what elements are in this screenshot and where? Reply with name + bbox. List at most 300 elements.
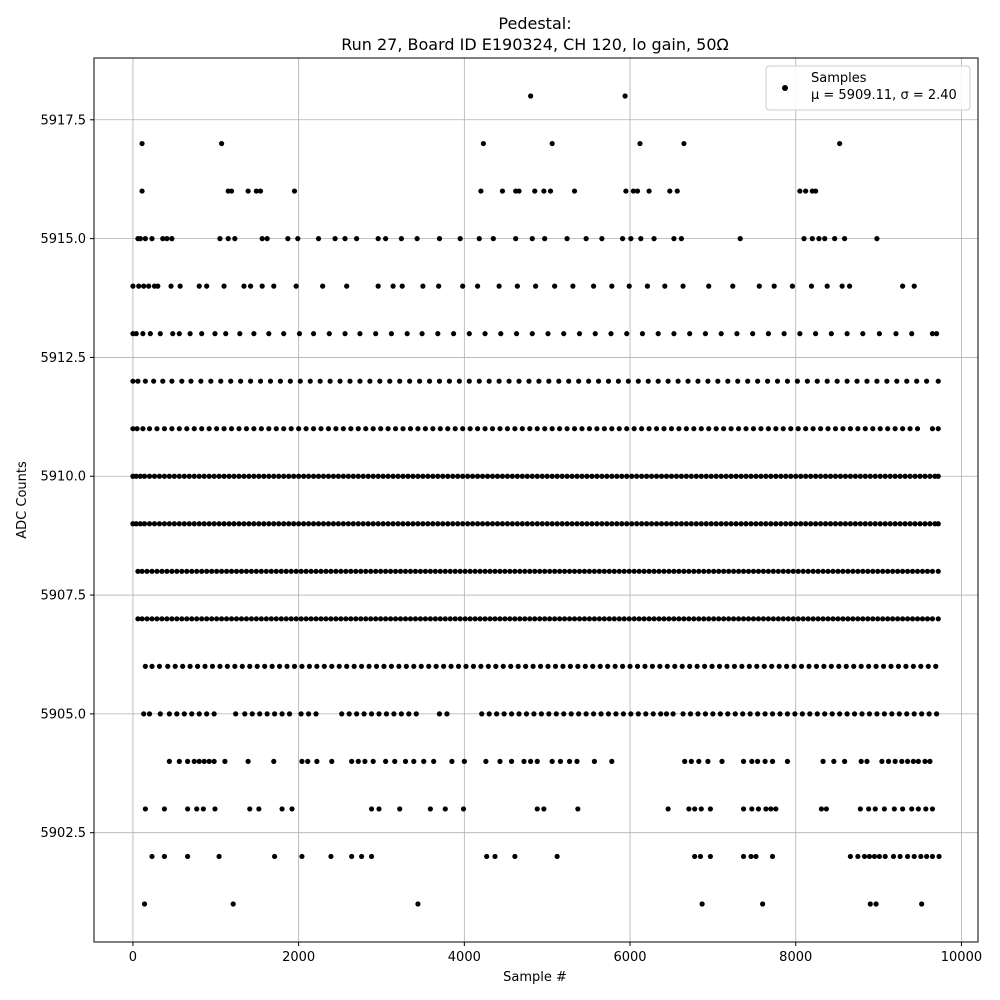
data-point [453, 616, 458, 621]
data-point [714, 521, 719, 526]
data-point [724, 521, 729, 526]
data-point [212, 331, 217, 336]
data-point [811, 569, 816, 574]
data-point [664, 474, 669, 479]
data-point [268, 379, 273, 384]
data-point [574, 474, 579, 479]
data-point [700, 901, 705, 906]
data-point [274, 616, 279, 621]
data-point [147, 426, 152, 431]
data-point [622, 616, 627, 621]
data-point [458, 616, 463, 621]
data-point [236, 426, 241, 431]
data-point [626, 379, 631, 384]
data-point [584, 236, 589, 241]
data-point [882, 711, 887, 716]
data-point [299, 569, 304, 574]
data-point [231, 901, 236, 906]
data-point [292, 664, 297, 669]
data-point [624, 521, 629, 526]
data-point [303, 569, 308, 574]
data-point [791, 569, 796, 574]
data-point [813, 521, 818, 526]
data-point [574, 759, 579, 764]
data-point [726, 569, 731, 574]
data-point [169, 569, 174, 574]
data-point [212, 711, 217, 716]
data-point [271, 474, 276, 479]
data-point [743, 521, 748, 526]
data-point [349, 759, 354, 764]
data-point [378, 616, 383, 621]
data-point [564, 236, 569, 241]
data-point [207, 426, 212, 431]
data-point [748, 521, 753, 526]
data-point [835, 569, 840, 574]
data-point [577, 616, 582, 621]
data-point [801, 569, 806, 574]
data-point [661, 426, 666, 431]
data-point [666, 616, 671, 621]
data-point [743, 426, 748, 431]
data-point [638, 236, 643, 241]
data-point [218, 379, 223, 384]
data-point [636, 711, 641, 716]
data-point [162, 854, 167, 859]
data-point [411, 664, 416, 669]
data-point [918, 664, 923, 669]
data-point [878, 474, 883, 479]
data-point [883, 854, 888, 859]
data-point [530, 331, 535, 336]
data-point [768, 806, 773, 811]
data-point [433, 616, 438, 621]
data-point [301, 521, 306, 526]
data-point [681, 616, 686, 621]
data-point [505, 521, 510, 526]
data-point [415, 426, 420, 431]
data-point [397, 806, 402, 811]
data-point [467, 379, 472, 384]
data-point [510, 521, 515, 526]
data-point [740, 711, 745, 716]
data-point [709, 521, 714, 526]
data-point [731, 616, 736, 621]
data-point [313, 616, 318, 621]
data-point [541, 188, 546, 193]
data-point [266, 426, 271, 431]
data-point [508, 664, 513, 669]
data-point [733, 474, 738, 479]
data-point [241, 521, 246, 526]
data-point [438, 569, 443, 574]
data-point [576, 379, 581, 384]
data-point [751, 616, 756, 621]
data-point [475, 284, 480, 289]
data-point [751, 426, 756, 431]
data-point [878, 426, 883, 431]
data-point [755, 759, 760, 764]
data-point [718, 711, 723, 716]
data-point [862, 854, 867, 859]
data-point [629, 474, 634, 479]
data-point [821, 664, 826, 669]
data-point [811, 616, 816, 621]
data-point [485, 521, 490, 526]
data-point [224, 569, 229, 574]
data-point [292, 188, 297, 193]
data-point [754, 664, 759, 669]
data-point [269, 616, 274, 621]
data-point [500, 188, 505, 193]
data-point [729, 474, 734, 479]
data-point [582, 569, 587, 574]
data-point [825, 616, 830, 621]
data-point [425, 521, 430, 526]
data-point [703, 331, 708, 336]
data-point [599, 474, 604, 479]
data-point [427, 379, 432, 384]
data-point [867, 711, 872, 716]
data-point [933, 664, 938, 669]
data-point [730, 284, 735, 289]
data-point [336, 521, 341, 526]
data-point [793, 474, 798, 479]
data-point [159, 616, 164, 621]
data-point [762, 711, 767, 716]
data-point [930, 806, 935, 811]
data-point [398, 616, 403, 621]
data-point [884, 379, 889, 384]
data-point [240, 664, 245, 669]
data-point [512, 616, 517, 621]
data-point [885, 616, 890, 621]
data-point [820, 759, 825, 764]
data-point [204, 569, 209, 574]
data-point [307, 664, 312, 669]
data-point [274, 569, 279, 574]
data-point [587, 426, 592, 431]
data-point [492, 854, 497, 859]
data-point [658, 711, 663, 716]
x-tick-label: 8000 [779, 950, 813, 965]
data-point [501, 664, 506, 669]
data-point [498, 331, 503, 336]
data-point [449, 759, 454, 764]
data-point [244, 569, 249, 574]
data-point [162, 474, 167, 479]
data-point [505, 426, 510, 431]
data-point [786, 616, 791, 621]
data-point [753, 521, 758, 526]
data-point [776, 569, 781, 574]
data-point [910, 616, 915, 621]
data-point [279, 616, 284, 621]
data-point [430, 521, 435, 526]
data-point [185, 806, 190, 811]
data-point [160, 379, 165, 384]
data-point [562, 616, 567, 621]
data-point [271, 759, 276, 764]
data-point [851, 664, 856, 669]
data-point [374, 664, 379, 669]
data-point [311, 521, 316, 526]
data-point [468, 569, 473, 574]
data-point [855, 854, 860, 859]
data-point [915, 616, 920, 621]
data-point [609, 521, 614, 526]
data-point [632, 569, 637, 574]
data-point [368, 616, 373, 621]
data-point [239, 569, 244, 574]
data-point [281, 474, 286, 479]
data-point [748, 711, 753, 716]
data-point [706, 426, 711, 431]
data-point [733, 711, 738, 716]
data-point [916, 759, 921, 764]
data-point [874, 711, 879, 716]
data-point [868, 901, 873, 906]
data-point [766, 616, 771, 621]
data-point [564, 426, 569, 431]
data-point [808, 521, 813, 526]
data-point [725, 711, 730, 716]
data-point [599, 521, 604, 526]
data-point [695, 664, 700, 669]
data-point [917, 474, 922, 479]
data-point [811, 426, 816, 431]
data-point [244, 426, 249, 431]
data-point [749, 759, 754, 764]
data-point [920, 569, 925, 574]
data-point [893, 331, 898, 336]
data-point [258, 188, 263, 193]
data-point [228, 379, 233, 384]
data-point [828, 521, 833, 526]
data-point [858, 521, 863, 526]
data-point [589, 474, 594, 479]
data-point [888, 664, 893, 669]
data-point [195, 664, 200, 669]
data-point [756, 806, 761, 811]
data-point [259, 569, 264, 574]
data-point [654, 521, 659, 526]
data-point [539, 711, 544, 716]
data-point [584, 474, 589, 479]
data-point [130, 284, 135, 289]
data-point [675, 188, 680, 193]
data-point [816, 236, 821, 241]
data-point [438, 616, 443, 621]
data-point [378, 569, 383, 574]
data-point [733, 521, 738, 526]
data-point [525, 474, 530, 479]
data-point [419, 331, 424, 336]
data-point [602, 616, 607, 621]
data-point [825, 284, 830, 289]
data-point [224, 616, 229, 621]
data-point [922, 521, 927, 526]
data-point [236, 521, 241, 526]
data-point [484, 854, 489, 859]
data-point [291, 474, 296, 479]
data-point [339, 711, 344, 716]
data-point [542, 616, 547, 621]
data-point [169, 616, 174, 621]
data-point [900, 569, 905, 574]
data-point [157, 474, 162, 479]
data-point [704, 474, 709, 479]
data-point [584, 521, 589, 526]
data-point [179, 379, 184, 384]
data-point [806, 664, 811, 669]
data-point [809, 284, 814, 289]
data-point [266, 521, 271, 526]
data-point [209, 569, 214, 574]
data-point [797, 188, 802, 193]
data-point [936, 521, 941, 526]
data-point [689, 759, 694, 764]
data-point [907, 521, 912, 526]
data-point [898, 474, 903, 479]
data-point [850, 616, 855, 621]
data-point [688, 711, 693, 716]
data-point [788, 426, 793, 431]
data-point [724, 664, 729, 669]
data-point [400, 284, 405, 289]
y-tick-label: 5917.5 [40, 113, 86, 129]
data-point [855, 569, 860, 574]
data-point [482, 569, 487, 574]
data-point [189, 711, 194, 716]
data-point [671, 236, 676, 241]
data-point [561, 331, 566, 336]
data-point [572, 188, 577, 193]
data-point [456, 664, 461, 669]
data-point [635, 188, 640, 193]
data-point [654, 426, 659, 431]
data-point [829, 664, 834, 669]
data-point [323, 569, 328, 574]
data-point [289, 426, 294, 431]
data-point [892, 806, 897, 811]
data-point [435, 331, 440, 336]
data-point [545, 474, 550, 479]
data-point [367, 379, 372, 384]
data-point [376, 236, 381, 241]
data-point [440, 521, 445, 526]
data-point [423, 616, 428, 621]
data-point [478, 664, 483, 669]
data-point [289, 806, 294, 811]
data-point [470, 521, 475, 526]
data-point [880, 616, 885, 621]
data-point [587, 616, 592, 621]
data-point [180, 664, 185, 669]
data-point [584, 711, 589, 716]
data-point [415, 901, 420, 906]
data-point [479, 711, 484, 716]
data-point [875, 569, 880, 574]
data-point [721, 569, 726, 574]
data-point [900, 806, 905, 811]
data-point [226, 521, 231, 526]
data-point [564, 474, 569, 479]
data-point [492, 569, 497, 574]
data-point [276, 521, 281, 526]
data-point [468, 616, 473, 621]
data-point [895, 569, 900, 574]
data-point [229, 426, 234, 431]
data-point [226, 236, 231, 241]
data-point [237, 331, 242, 336]
data-point [664, 711, 669, 716]
data-point [357, 331, 362, 336]
data-point [348, 569, 353, 574]
data-point [741, 759, 746, 764]
data-point [174, 569, 179, 574]
x-axis-label: Sample # [503, 970, 567, 985]
data-point [352, 664, 357, 669]
data-point [642, 664, 647, 669]
data-point [763, 806, 768, 811]
data-point [188, 379, 193, 384]
data-point [532, 569, 537, 574]
data-point [646, 569, 651, 574]
data-point [221, 284, 226, 289]
data-point [822, 236, 827, 241]
data-point [390, 521, 395, 526]
data-point [174, 711, 179, 716]
data-point [482, 426, 487, 431]
data-point [266, 331, 271, 336]
data-point [410, 521, 415, 526]
data-point [342, 331, 347, 336]
data-point [889, 711, 894, 716]
data-point [900, 284, 905, 289]
data-point [878, 521, 883, 526]
data-point [623, 188, 628, 193]
data-point [507, 616, 512, 621]
data-point [783, 474, 788, 479]
data-point [413, 616, 418, 621]
data-point [756, 616, 761, 621]
data-point [209, 616, 214, 621]
data-point [830, 616, 835, 621]
data-point [792, 711, 797, 716]
data-point [313, 711, 318, 716]
data-point [136, 284, 141, 289]
data-point [586, 379, 591, 384]
data-point [679, 474, 684, 479]
data-point [356, 474, 361, 479]
data-point [761, 616, 766, 621]
data-point [502, 569, 507, 574]
data-point [927, 474, 932, 479]
data-point [835, 616, 840, 621]
data-point [909, 331, 914, 336]
data-point [936, 854, 941, 859]
data-point [729, 426, 734, 431]
data-point [781, 616, 786, 621]
data-point [936, 616, 941, 621]
data-point [139, 188, 144, 193]
data-point [904, 711, 909, 716]
data-point [405, 331, 410, 336]
data-point [637, 569, 642, 574]
data-point [560, 474, 565, 479]
data-point [709, 664, 714, 669]
